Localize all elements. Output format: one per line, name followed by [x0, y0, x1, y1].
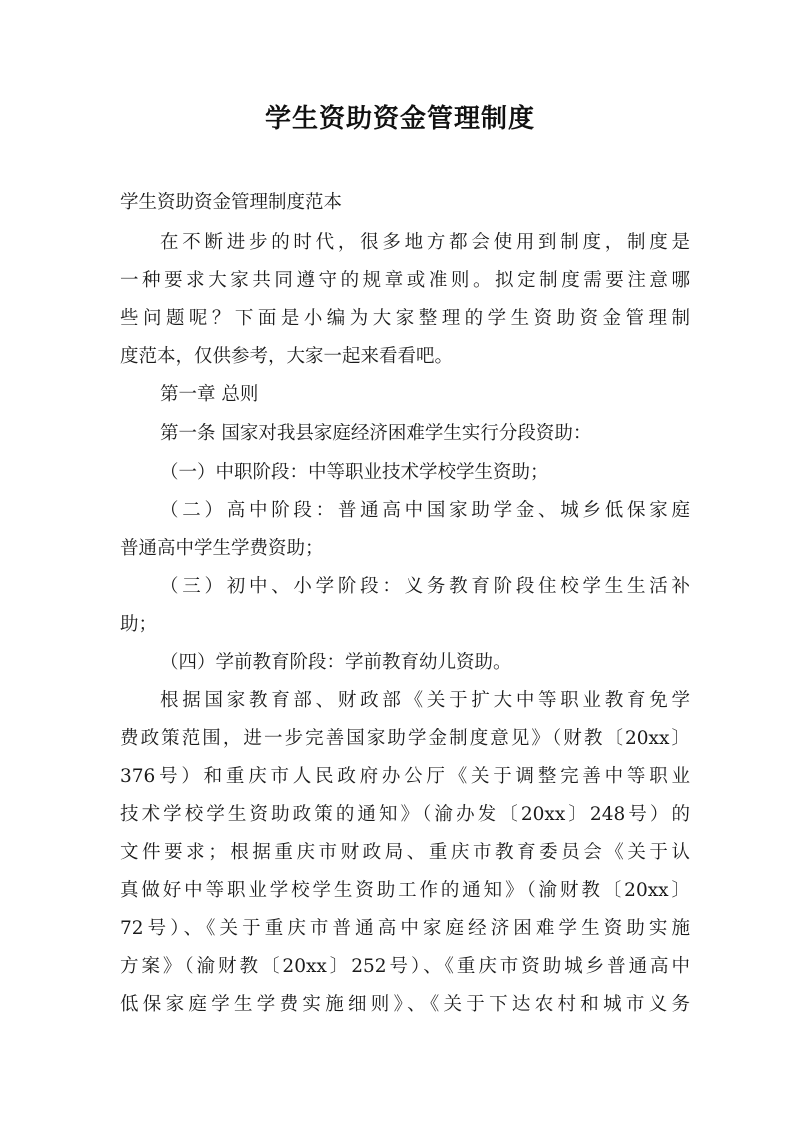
list-item-continuation: 普通高中学生学费资助；: [120, 538, 324, 559]
paragraph-line: 技术学校学生资助政策的通知》（渝办发〔20xx〕248号）的: [120, 804, 690, 825]
list-item-continuation: 助；: [120, 614, 158, 635]
paragraph-line: 376号）和重庆市人民政府办公厅《关于调整完善中等职业: [120, 766, 690, 787]
list-item: （三）初中、小学阶段：义务教育阶段住校学生生活补: [160, 576, 690, 597]
paragraph-line: 低保家庭学生学费实施细则》、《关于下达农村和城市义务: [120, 994, 690, 1015]
paragraph-line: 文件要求；根据重庆市财政局、重庆市教育委员会《关于认: [120, 842, 690, 863]
paragraph-line: 在不断进步的时代，很多地方都会使用到制度，制度是: [160, 232, 690, 253]
paragraph-line: 方案》（渝财教〔20xx〕252号）、《重庆市资助城乡普通高中: [120, 956, 690, 977]
subtitle-line: 学生资助资金管理制度范本: [120, 192, 343, 213]
list-item: （四）学前教育阶段：学前教育幼儿资助。: [160, 652, 512, 673]
chapter-heading: 第一章 总则: [160, 384, 259, 405]
paragraph-line: 费政策范围，进一步完善国家助学金制度意见》（财教〔20xx〕: [120, 728, 690, 749]
paragraph-line: 真做好中等职业学校学生资助工作的通知》（渝财教〔20xx〕: [120, 880, 690, 901]
paragraph-line: 根据国家教育部、财政部《关于扩大中等职业教育免学: [160, 690, 690, 711]
article-line: 第一条 国家对我县家庭经济困难学生实行分段资助：: [160, 423, 592, 444]
paragraph-line: 72号）、《关于重庆市普通高中家庭经济困难学生资助实施: [120, 918, 690, 939]
paragraph-line: 些问题呢？下面是小编为大家整理的学生资助资金管理制: [120, 308, 690, 329]
list-item: （一）中职阶段：中等职业技术学校学生资助；: [160, 462, 549, 483]
list-item: （二）高中阶段：普通高中国家助学金、城乡低保家庭: [160, 500, 690, 521]
paragraph-line: 度范本，仅供参考，大家一起来看看吧。: [120, 346, 454, 367]
document-title: 学生资助资金管理制度: [264, 104, 535, 134]
paragraph-line: 一种要求大家共同遵守的规章或准则。拟定制度需要注意哪: [120, 270, 690, 291]
